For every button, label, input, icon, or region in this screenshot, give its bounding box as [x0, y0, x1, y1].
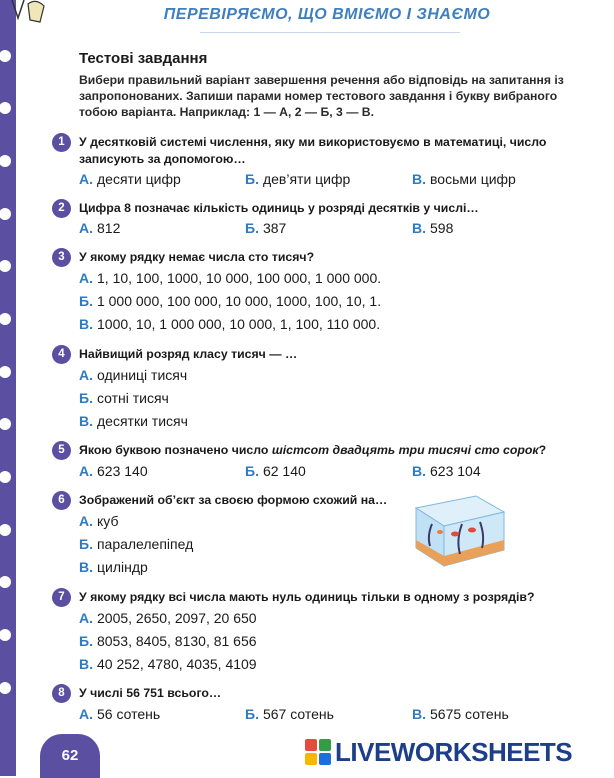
option-v[interactable]: В. циліндр	[79, 559, 148, 575]
binder-hole	[0, 366, 11, 378]
option-v[interactable]: В. 5675 сотень	[412, 706, 509, 722]
option-b[interactable]: Б. 567 сотень	[245, 706, 334, 722]
page-number: 62	[40, 734, 100, 778]
aquarium-image	[410, 490, 506, 568]
question-text: У десятковій системі числення, яку ми використовуємо в математиці, число записують за допомогою…	[79, 135, 547, 166]
binder-hole	[0, 682, 11, 694]
option-a[interactable]: А. 56 сотень	[79, 706, 161, 722]
option-v[interactable]: В. восьми цифр	[412, 171, 516, 187]
question-number: 8	[52, 684, 71, 703]
question-text: Зображений об’єкт за своєю формою схожий на…	[79, 493, 388, 507]
option-b[interactable]: Б. 62 140	[245, 463, 306, 479]
question-text: У якому рядку немає числа сто тисяч?	[79, 250, 315, 264]
option-v[interactable]: В. десятки тисяч	[79, 413, 188, 429]
page-sidebar-stripe	[0, 0, 16, 776]
option-a[interactable]: А. куб	[79, 513, 119, 529]
option-b[interactable]: Б. 1 000 000, 100 000, 10 000, 1000, 100, 10, 1.	[79, 293, 382, 309]
option-a[interactable]: А. 2005, 2650, 2097, 20 650	[79, 610, 257, 626]
option-a[interactable]: А. одиниці тисяч	[79, 367, 188, 383]
option-v[interactable]: В. 598	[412, 220, 454, 236]
binder-hole	[0, 260, 11, 272]
option-v[interactable]: В. 623 104	[412, 463, 481, 479]
binder-hole	[0, 155, 11, 167]
binder-hole	[0, 576, 11, 588]
question-text: У числі 56 751 всього…	[79, 686, 222, 700]
header-divider	[200, 32, 460, 33]
liveworksheets-logo-icon	[305, 739, 331, 765]
question-text: Найвищий розряд класу тисяч — …	[79, 347, 298, 361]
question-number: 6	[52, 491, 71, 510]
binder-hole	[0, 524, 11, 536]
binder-hole	[0, 208, 11, 220]
question-number: 1	[52, 133, 71, 152]
question-number: 5	[52, 441, 71, 460]
option-v[interactable]: В. 1000, 10, 1 000 000, 10 000, 1, 100, 110 000.	[79, 316, 381, 332]
option-b[interactable]: Б. дев’яти цифр	[245, 171, 351, 187]
option-b[interactable]: Б. 387	[245, 220, 287, 236]
option-a[interactable]: А. десяти цифр	[79, 171, 181, 187]
option-a[interactable]: А. 623 140	[79, 463, 148, 479]
option-a[interactable]: А. 1, 10, 100, 1000, 10 000, 100 000, 1 000 000.	[79, 270, 382, 286]
binder-hole	[0, 471, 11, 483]
binder-hole	[0, 102, 11, 114]
binder-hole	[0, 313, 11, 325]
option-a[interactable]: А. 812	[79, 220, 121, 236]
question-number: 4	[52, 345, 71, 364]
question-number: 2	[52, 199, 71, 218]
option-b[interactable]: Б. сотні тисяч	[79, 390, 169, 406]
liveworksheets-wordmark: LIVEWORKSHEETS	[335, 737, 573, 767]
question-number: 3	[52, 248, 71, 267]
page-header-title: ПЕРЕВІРЯЄМО, ЩО ВМІЄМО І ЗНАЄМО	[163, 6, 491, 23]
option-b[interactable]: Б. 8053, 8405, 8130, 81 656	[79, 633, 257, 649]
question-text: У якому рядку всі числа мають нуль одиниць тільки в одному з розрядів?	[79, 590, 535, 604]
option-b[interactable]: Б. паралелепіпед	[79, 536, 194, 552]
binder-hole	[0, 418, 11, 430]
question-text: Цифра 8 позначає кількість одиниць у розряді десятків у числі…	[79, 201, 479, 215]
instructions-text: Вибери правильний варіант завершення речення або відповідь на запитання із запропонованих. Запиши парами номер тестового завдання і букву вибраного тобою варіанта. Наприклад: 1 — А, 2 — Б, 3 — В.	[79, 73, 564, 119]
option-v[interactable]: В. 40 252, 4780, 4035, 4109	[79, 656, 257, 672]
question-number: 7	[52, 588, 71, 607]
section-title: Тестові завдання	[79, 50, 208, 67]
binder-hole	[0, 629, 11, 641]
binder-hole	[0, 50, 11, 62]
question-text: Якою буквою позначено число шістсот двадцять три тисячі сто сорок?	[79, 443, 547, 457]
